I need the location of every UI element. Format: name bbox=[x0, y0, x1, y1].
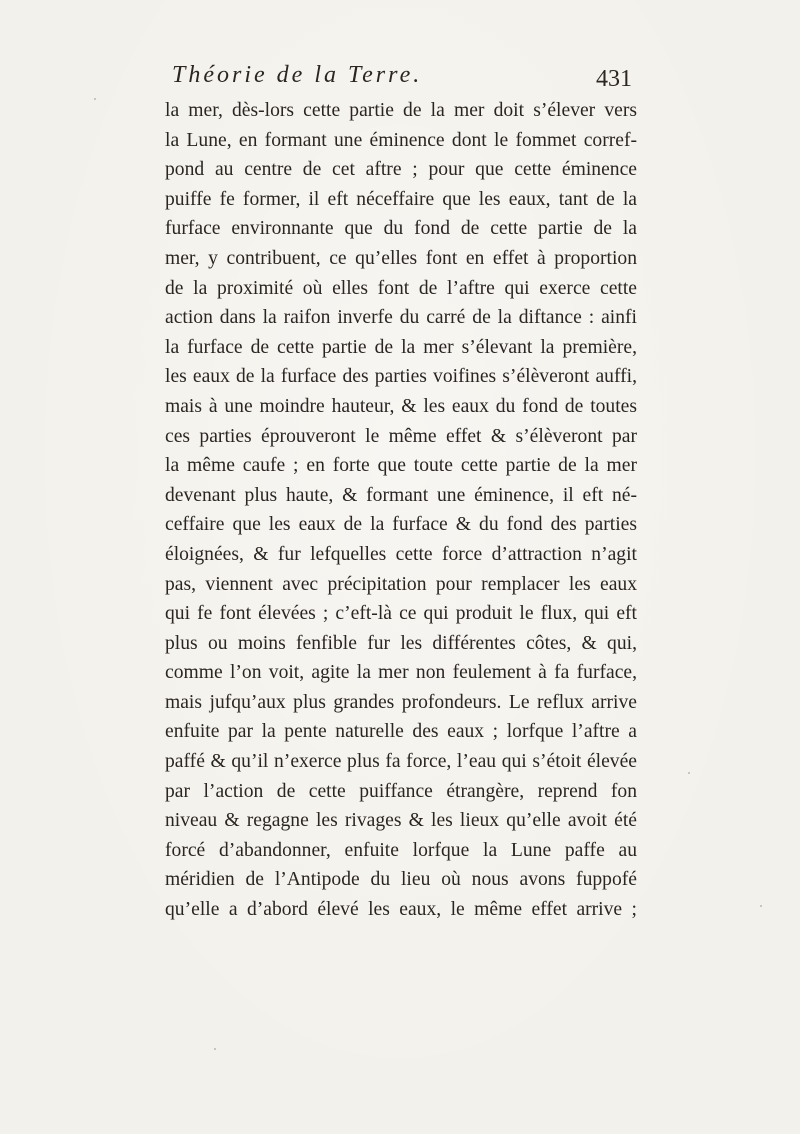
text-line: devenant plus haute, & formant une éminence, il eft né- bbox=[165, 484, 637, 506]
running-title: Théorie de la Terre. bbox=[172, 62, 423, 88]
text-line: puiffe fe former, il eft néceffaire que les eaux, tant de la bbox=[165, 188, 637, 210]
text-line: de la proximité où elles font de l’aftre qui exerce cette bbox=[165, 277, 637, 299]
paper-speck bbox=[94, 98, 96, 100]
text-line: la même caufe ; en forte que toute cette partie de la mer bbox=[165, 455, 637, 477]
paper-speck bbox=[688, 772, 690, 774]
text-line: ces parties éprouveront le même effet & s’élèveront par bbox=[165, 425, 637, 447]
page-header bbox=[172, 60, 632, 96]
text-line: forcé d’abandonner, enfuite lorfque la Lune paffe au bbox=[165, 839, 637, 861]
text-line: furface environnante que du fond de cette partie de la bbox=[165, 218, 637, 240]
text-line: paffé & qu’il n’exerce plus fa force, l’eau qui s’étoit élevée bbox=[165, 751, 637, 773]
page-number: 431 bbox=[596, 66, 632, 92]
text-line: la Lune, en formant une éminence dont le fommet corref- bbox=[165, 129, 637, 151]
body-text bbox=[165, 96, 637, 925]
text-line: plus ou moins fenfible fur les différentes côtes, & qui, bbox=[165, 632, 637, 654]
paper-speck bbox=[760, 905, 762, 907]
text-line: méridien de l’Antipode du lieu où nous avons fuppofé bbox=[165, 869, 637, 891]
text-line: éloignées, & fur lefquelles cette force d’attraction n’agit bbox=[165, 543, 637, 565]
text-line: pond au centre de cet aftre ; pour que cette éminence bbox=[165, 159, 637, 181]
text-line: par l’action de cette puiffance étrangère, reprend fon bbox=[165, 780, 637, 802]
text-line: niveau & regagne les rivages & les lieux qu’elle avoit été bbox=[165, 810, 637, 832]
text-line: pas, viennent avec précipitation pour remplacer les eaux bbox=[165, 573, 637, 595]
text-line: qu’elle a d’abord élevé les eaux, le même effet arrive ; bbox=[165, 899, 637, 921]
text-line: comme l’on voit, agite la mer non feulement à fa furface, bbox=[165, 662, 637, 684]
text-line: enfuite par la pente naturelle des eaux ; lorfque l’aftre a bbox=[165, 721, 637, 743]
text-line: mais à une moindre hauteur, & les eaux du fond de toutes bbox=[165, 395, 637, 417]
text-line: mais jufqu’aux plus grandes profondeurs. Le reflux arrive bbox=[165, 691, 637, 713]
text-line: mer, y contribuent, ce qu’elles font en effet à proportion bbox=[165, 247, 637, 269]
text-line: la furface de cette partie de la mer s’élevant la première, bbox=[165, 336, 637, 358]
text-line: la mer, dès-lors cette partie de la mer doit s’élever vers bbox=[165, 100, 637, 121]
text-line: les eaux de la furface des parties voifines s’élèveront auffi, bbox=[165, 366, 637, 388]
paper-speck bbox=[214, 1048, 216, 1050]
text-line: ceffaire que les eaux de la furface & du fond des parties bbox=[165, 514, 637, 536]
text-line: action dans la raifon inverfe du carré de la diftance : ainfi bbox=[165, 307, 637, 329]
text-line: qui fe font élevées ; c’eft-là ce qui produit le flux, qui eft bbox=[165, 603, 637, 625]
